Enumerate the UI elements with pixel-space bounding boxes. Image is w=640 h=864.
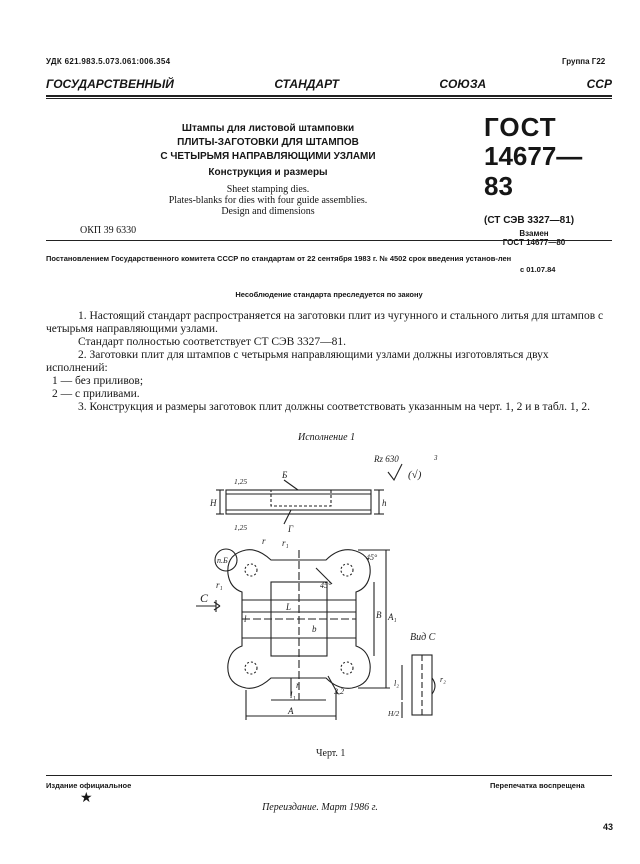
label-r1-top: r₁ [282, 538, 289, 548]
gost-replaces: ГОСТ 14677—80 [502, 238, 566, 247]
label-A: A [288, 706, 294, 716]
paragraph-3: 2. Заготовки плит для штампов с четырьмя направляющими узлами должны изготовляться двух исполнений: [46, 349, 549, 374]
group-code: Группа Г22 [562, 57, 606, 66]
label-r2: r₂ [440, 675, 446, 684]
title-ru-line3: С ЧЕТЫРЬМЯ НАПРАВЛЯЮЩИМИ УЗЛАМИ [160, 151, 376, 162]
page-number: 43 [603, 822, 614, 832]
label-H: H [210, 498, 217, 508]
star-icon: ★ [80, 791, 93, 806]
label-H2: H/2 [388, 709, 400, 718]
rz-sup: 3 [434, 454, 438, 462]
paragraph-4: 1 — без приливов; [52, 375, 144, 387]
udk-code: УДК 621.983.5.073.061:006.354 [46, 57, 171, 66]
guide-hole-bl [245, 662, 257, 674]
law-notice: Несоблюдение стандарта преследуется по закону [235, 290, 423, 299]
label-h: h [382, 498, 387, 508]
execution-label: Исполнение 1 [298, 432, 356, 443]
okp-code: ОКП 39 6330 [80, 225, 137, 236]
label-pB: п.Б [217, 556, 228, 565]
decree-date: с 01.07.84 [520, 265, 556, 274]
label-G: Г [288, 524, 294, 534]
figure-caption: Черт. 1 [316, 748, 346, 759]
title-ru [118, 122, 418, 164]
state-standard-heading [46, 77, 612, 91]
leader-B [284, 480, 298, 490]
view-c-label: Вид C [410, 632, 436, 643]
title-en-line3: Design and dimensions [221, 206, 315, 217]
label-B: Б [282, 470, 288, 480]
body-text [46, 310, 612, 414]
top-rule-thin [46, 98, 612, 99]
mid-rule [46, 240, 612, 241]
label-b: b [312, 624, 317, 634]
label-r1-left: r₁ [216, 580, 223, 590]
reissue-note: Переиздание. Март 1986 г. [262, 802, 378, 813]
gost-sev: (СТ СЭВ 3327—81) [484, 215, 575, 226]
label-r-bottom: r [296, 680, 300, 690]
technical-drawing [176, 450, 466, 745]
dim-125-top: 1,25 [234, 477, 248, 486]
label-l1: l₁ [290, 690, 296, 700]
title-ru-line2: ПЛИТЫ-ЗАГОТОВКИ ДЛЯ ШТАМПОВ [177, 137, 359, 148]
state-word-2: СТАНДАРТ [274, 77, 339, 91]
label-L: L [286, 602, 292, 612]
label-45-inner: 45° [320, 581, 332, 590]
dim-125-bot: 1,25 [234, 523, 248, 532]
label-B1: B [376, 610, 382, 620]
decree-text: Постановлением Государственного комитета СССР по стандартам от 22 сентября 1983 г. № 4502 срок введения установ-лен [46, 254, 512, 263]
section-arrowhead-1 [214, 602, 220, 606]
gost-number: 14677—83 [484, 141, 583, 201]
title-en [118, 184, 418, 217]
title-ru-line1: Штампы для листовой штамповки [181, 123, 355, 134]
rz-label: Rz 630 [374, 454, 399, 464]
gost-block [484, 113, 602, 247]
label-A1: A₁ [388, 612, 397, 622]
top-rule [46, 95, 612, 97]
state-word-4: ССР [586, 77, 612, 91]
guide-hole-tr [341, 564, 353, 576]
guide-hole-br [341, 662, 353, 674]
official-edition: Издание официальное [46, 781, 132, 790]
gost-replaces-label: Взамен [519, 229, 549, 238]
label-r: r [262, 536, 266, 546]
reprint-prohibited: Перепечатка воспрещена [490, 781, 585, 790]
paragraph-1: 1. Настоящий стандарт распространяется на заготовки плит из чугунного и стального литья для штампов с четырьмя направляющими узлами. [46, 310, 604, 335]
paragraph-6: 3. Конструкция и размеры заготовок плит должны соответствовать указанным на черт. 1, 2 и в табл. 1, 2. [78, 401, 590, 413]
label-l2: l₂ [394, 679, 400, 688]
gost-word: ГОСТ [484, 112, 557, 142]
state-word-1: ГОСУДАРСТВЕННЫЙ [46, 77, 174, 91]
bottom-rule [46, 775, 612, 776]
section-arrowhead-2 [214, 606, 220, 610]
label-45-top: 45° [366, 553, 378, 562]
paragraph-2: Стандарт полностью соответствует СТ СЭВ 3327—81. [78, 336, 347, 348]
leader-G [284, 510, 291, 524]
roughness-check [388, 464, 402, 480]
subtitle-ru: Конструкция и размеры [208, 167, 328, 178]
title-en-line1: Sheet stamping dies. [226, 184, 310, 195]
guide-hole-tl [245, 564, 257, 576]
label-32: 3,2 [334, 687, 344, 696]
side-view-recess [271, 490, 331, 506]
rz-check: (√) [408, 469, 422, 481]
paragraph-5: 2 — с приливами. [52, 388, 140, 400]
label-C: C [200, 591, 209, 605]
state-word-3: СОЮЗА [439, 77, 487, 91]
label-l: l [244, 614, 247, 624]
title-block [118, 122, 418, 217]
title-en-line2: Plates-blanks for dies with four guide assemblies. [168, 195, 368, 206]
